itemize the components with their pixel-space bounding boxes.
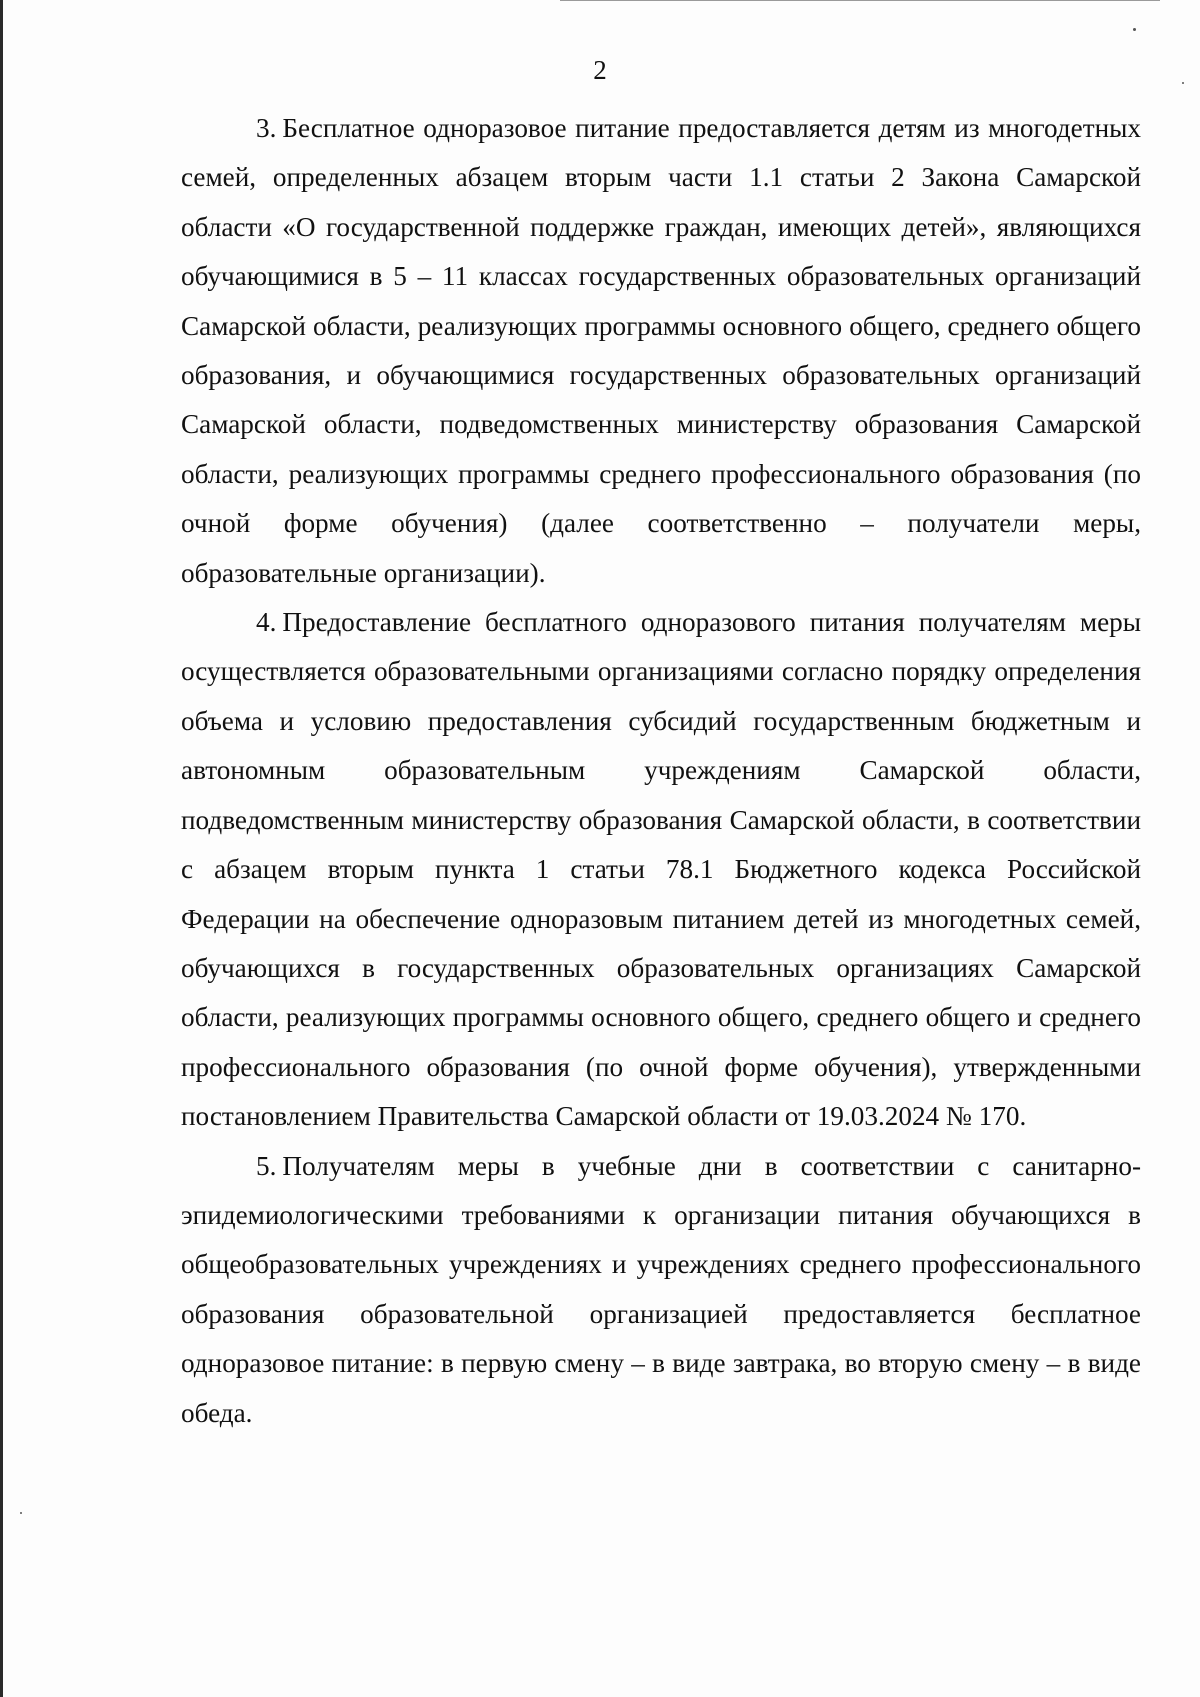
paragraph-text: Предоставление бесплатного одноразового питания получателям меры осуществляется образовательными организациями согласно порядку определения объема и условию предоставления субсидий государственным бюджетным и автономным образовательным учреждениям Самарской области, подведомственным министерству образования Самарской области, в соответствии с абзацем вторым пункта 1 статьи 78.1 Бюджетного кодекса Российской Федерации на обеспечение одноразовым питанием детей из многодетных семей, обучающихся в государственных образовательных организациях Самарской области, реализующих программы основного общего, среднего общего и среднего профессионального образования (по очной форме обучения), утвержденными постановлением Правительства Самарской области от 19.03.2024 № 170. bbox=[181, 607, 1141, 1132]
page-number: 2 bbox=[593, 55, 607, 85]
scan-top-edge bbox=[560, 0, 1160, 1]
scan-speck bbox=[1133, 28, 1136, 31]
paragraph-number: 3. bbox=[256, 113, 277, 143]
paragraph-number: 4. bbox=[256, 607, 277, 638]
paragraph-4 bbox=[181, 598, 1141, 1141]
document-body bbox=[181, 104, 1141, 1438]
paragraph-text: Получателям меры в учебные дни в соответствии с санитарно-эпидемиологическими требованиями к организации питания обучающихся в общеобразовательных учреждениях и учреждениях среднего профессионального образования образовательной организацией предоставляется бесплатное одноразовое питание: в первую смену – в виде завтрака, во вторую смену – в виде обеда. bbox=[181, 1150, 1141, 1428]
paragraph-5 bbox=[181, 1142, 1141, 1438]
scan-left-edge bbox=[0, 0, 3, 1697]
paragraph-text: Бесплатное одноразовое питание предоставляется детям из многодетных семей, определенных абзацем вторым части 1.1 статьи 2 Закона Самарской области «О государственной поддержке граждан, имеющих детей», являющихся обучающимися в 5 – 11 классах государственных образовательных организаций Самарской области, реализующих программы основного общего, среднего общего образования, и обучающимися государственных образовательных организаций Самарской области, подведомственных министерству образования Самарской области, реализующих программы среднего профессионального образования (по очной форме обучения) (далее соответственно – получатели меры, образовательные организации). bbox=[181, 113, 1141, 588]
paragraph-number: 5. bbox=[256, 1150, 277, 1181]
scan-speck bbox=[20, 1512, 22, 1514]
paragraph-3 bbox=[181, 104, 1141, 598]
